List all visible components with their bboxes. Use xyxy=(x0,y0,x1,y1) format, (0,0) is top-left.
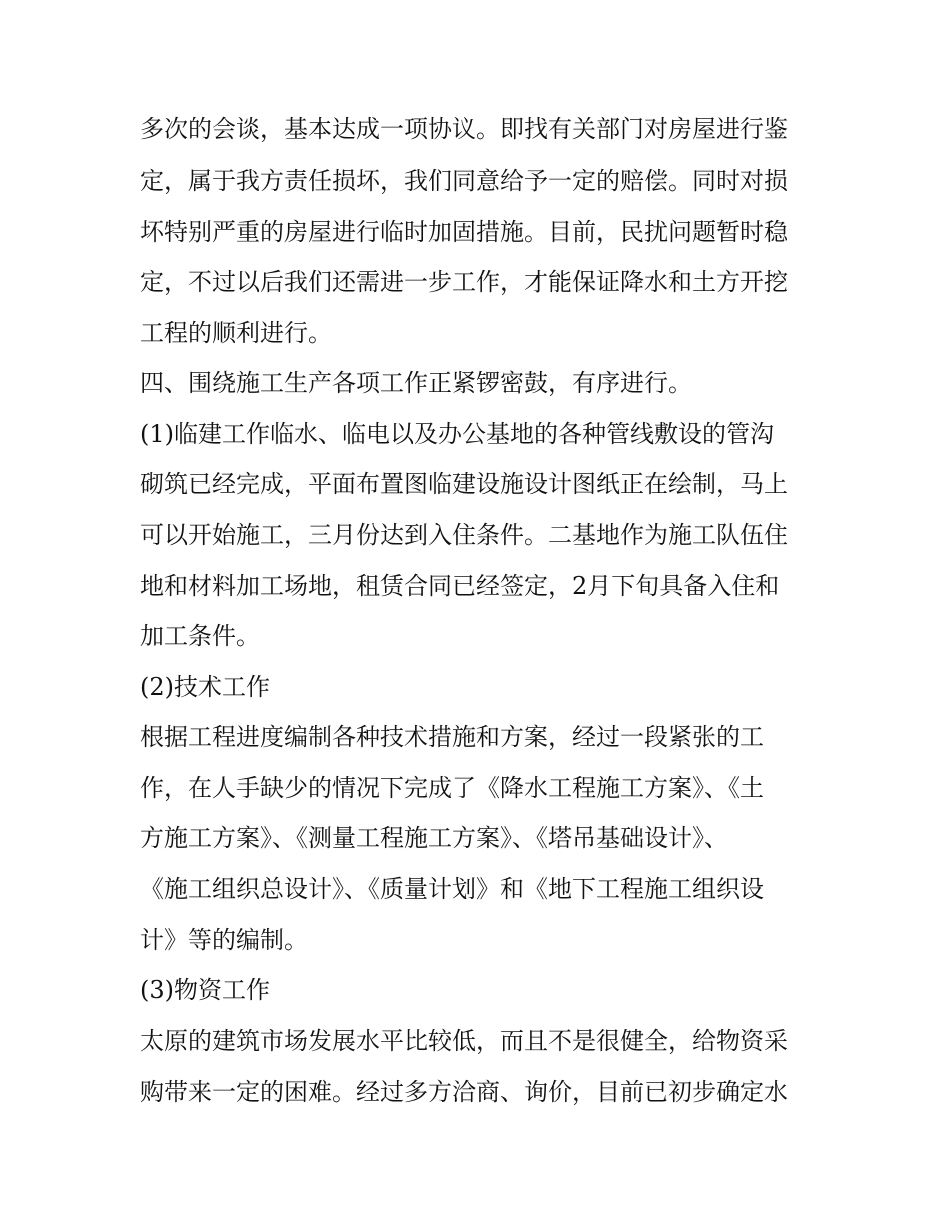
section-heading: 四、围绕施工生产各项工作正紧锣密鼓，有序进行。 xyxy=(140,369,692,397)
text-line: 根据工程进度编制各种技术措施和方案，经过一段紧张的工 xyxy=(140,723,764,751)
subsection-heading: (3)物资工作 xyxy=(140,976,270,1004)
text-line: 作，在人手缺少的情况下完成了《降水工程施工方案》、《土 xyxy=(140,774,764,802)
subsection-heading: (2)技术工作 xyxy=(140,673,270,701)
text-line: 地和材料加工场地，租赁合同已经签定，2月下旬具备入住和 xyxy=(140,572,780,600)
text-line: 多次的会谈，基本达成一项协议。即找有关部门对房屋进行鉴 xyxy=(140,115,788,143)
text-line: 定，不过以后我们还需进一步工作，才能保证降水和土方开挖 xyxy=(140,268,788,296)
text-line: 砌筑已经完成，平面布置图临建设施设计图纸正在绘制，马上 xyxy=(140,470,788,498)
text-line: (1)临建工作临水、临电以及办公基地的各种管线敷设的管沟 xyxy=(140,420,774,448)
text-line: 工程的顺利进行。 xyxy=(140,319,332,347)
text-line: 《施工组织总设计》、《质量计划》和《地下工程施工组织设 xyxy=(140,875,764,903)
text-line: 计》等的编制。 xyxy=(140,926,308,954)
text-line: 方施工方案》、《测量工程施工方案》、《塔吊基础设计》、 xyxy=(140,824,728,852)
text-line: 加工条件。 xyxy=(140,622,260,650)
text-line: 坏特别严重的房屋进行临时加固措施。目前，民扰问题暂时稳 xyxy=(140,218,788,246)
text-line: 定，属于我方责任损坏，我们同意给予一定的赔偿。同时对损 xyxy=(140,167,788,195)
text-line: 可以开始施工，三月份达到入住条件。二基地作为施工队伍住 xyxy=(140,521,788,549)
text-line: 购带来一定的困难。经过多方洽商、询价，目前已初步确定水 xyxy=(140,1078,788,1106)
text-line: 太原的建筑市场发展水平比较低，而且不是很健全，给物资采 xyxy=(140,1027,788,1055)
